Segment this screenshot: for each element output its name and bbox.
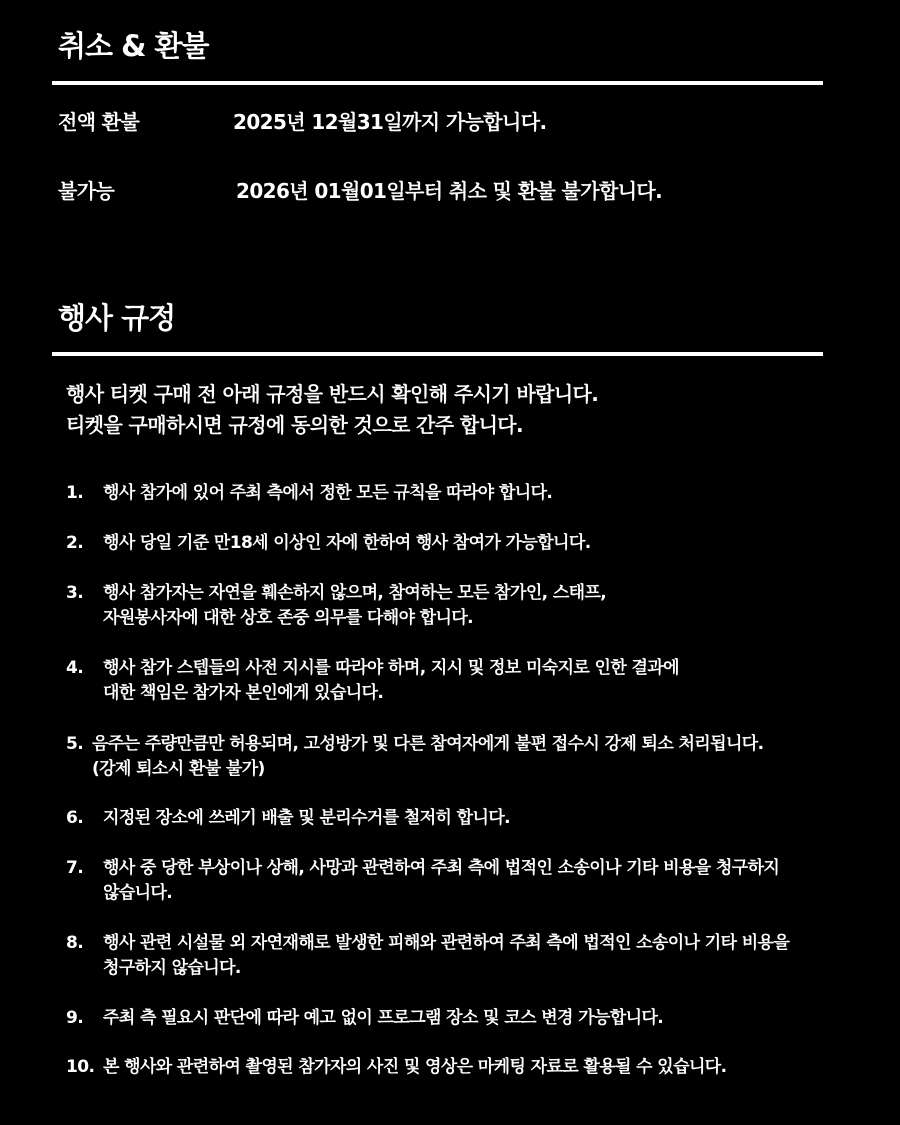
rule-text: 자원봉사자에 대한 상호 존중 의무를 다해야 합니다. <box>103 608 474 628</box>
rule-number: 6. <box>66 808 84 828</box>
rule-text: 행사 중 당한 부상이나 상해, 사망과 관련하여 주최 측에 법적인 소송이나 기타 비용을 청구하지 <box>103 858 780 878</box>
no-refund-label: 불가능 <box>58 179 115 203</box>
rule-text: 청구하지 않습니다. <box>103 958 241 978</box>
full-refund-value: 2025년 12월31일까지 가능합니다. <box>233 110 547 134</box>
rule-text: 않습니다. <box>103 883 173 903</box>
rule-text: 음주는 주량만큼만 허용되며, 고성방가 및 다른 참여자에게 불편 접수시 강제 퇴소 처리됩니다. <box>92 734 764 754</box>
refund-divider <box>52 81 823 85</box>
rule-number: 7. <box>66 858 84 878</box>
rule-text: 행사 참가 스텝들의 사전 지시를 따라야 하며, 지시 및 정보 미숙지로 인한 결과에 <box>103 658 679 678</box>
rule-text: 지정된 장소에 쓰레기 배출 및 분리수거를 철저히 합니다. <box>103 808 510 828</box>
full-refund-label: 전액 환불 <box>58 110 140 134</box>
rule-number: 10. <box>66 1057 95 1077</box>
rule-text: (강제 퇴소시 환불 불가) <box>92 759 265 779</box>
rule-text: 주최 측 필요시 판단에 따라 예고 없이 프로그램 장소 및 코스 변경 가능합니다. <box>103 1008 664 1028</box>
rule-number: 4. <box>66 658 84 678</box>
rule-number: 9. <box>66 1008 84 1028</box>
rule-text: 대한 책임은 참가자 본인에게 있습니다. <box>103 683 384 703</box>
rule-number: 2. <box>66 533 84 553</box>
rule-number: 1. <box>66 483 84 503</box>
rules-section-title: 행사 규정 <box>58 301 176 335</box>
rule-text: 행사 관련 시설물 외 자연재해로 발생한 피해와 관련하여 주최 측에 법적인 소송이나 기타 비용을 <box>103 933 790 953</box>
no-refund-value: 2026년 01월01일부터 취소 및 환불 불가합니다. <box>236 179 663 203</box>
rules-intro-line-1: 행사 티켓 구매 전 아래 규정을 반드시 확인해 주시기 바랍니다. <box>66 382 599 406</box>
rule-text: 행사 참가에 있어 주최 측에서 정한 모든 규칙을 따라야 합니다. <box>103 483 553 503</box>
rules-divider <box>52 352 823 356</box>
rule-text: 행사 참가자는 자연을 훼손하지 않으며, 참여하는 모든 참가인, 스태프, <box>103 583 607 603</box>
rule-number: 3. <box>66 583 84 603</box>
rule-text: 본 행사와 관련하여 촬영된 참가자의 사진 및 영상은 마케팅 자료로 활용될 수 있습니다. <box>103 1057 727 1077</box>
rule-number: 8. <box>66 933 84 953</box>
rule-text: 행사 당일 기준 만18세 이상인 자에 한하여 행사 참여가 가능합니다. <box>103 533 591 553</box>
rule-number: 5. <box>66 734 84 754</box>
refund-section-title: 취소 & 환불 <box>58 29 209 63</box>
rules-intro-line-2: 티켓을 구매하시면 규정에 동의한 것으로 간주 합니다. <box>66 413 524 437</box>
